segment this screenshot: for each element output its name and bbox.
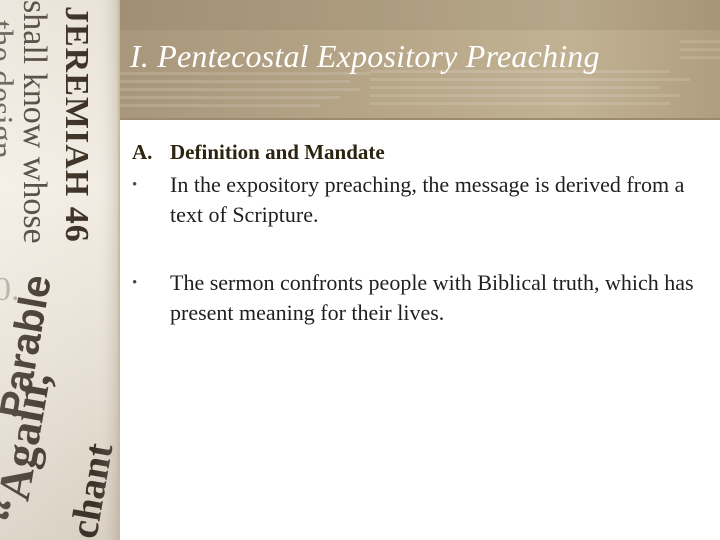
bullet-text: The sermon confronts people with Biblical truth, which has present meaning for their lives. — [170, 270, 694, 325]
bullet-marker: • — [132, 275, 138, 291]
bullet-marker: • — [132, 177, 138, 193]
bullet-text: In the expository preaching, the message is derived from a text of Scripture. — [170, 172, 685, 227]
bible-page-photo — [0, 0, 119, 540]
section-heading-text: Definition and Mandate — [170, 140, 385, 164]
bullet-item — [132, 268, 702, 328]
slide-title: I. Pentecostal Expository Preaching — [130, 38, 600, 74]
slide-content — [132, 138, 702, 328]
bible-page-illustration — [0, 0, 118, 540]
bullet-item — [132, 170, 702, 230]
section-letter: A. — [132, 140, 153, 164]
section-heading — [132, 138, 702, 166]
title-divider — [120, 118, 720, 120]
